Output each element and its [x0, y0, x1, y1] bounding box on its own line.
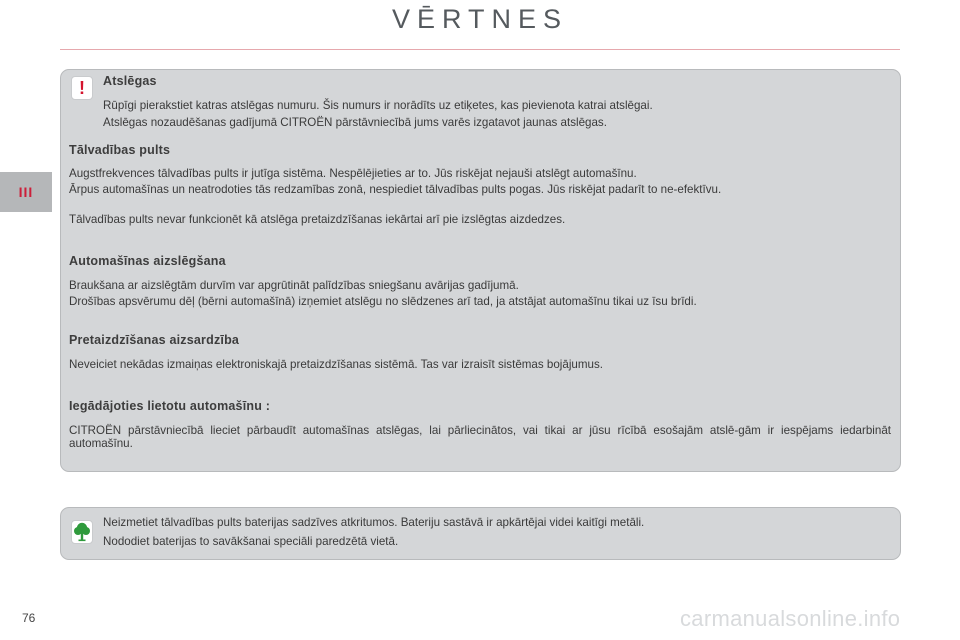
tree-icon — [71, 520, 93, 544]
used-car-paragraph-1: CITROËN pārstāvniecībā lieciet pārbaudīt automašīnas atslēgas, lai pārliecinātos, vai tikai ar jūsu rīcībā esošajām atslē-gām ir iespējams iedarbināt automašīnu. — [69, 424, 891, 450]
title-divider — [60, 49, 900, 50]
exclamation-icon: ! — [71, 76, 93, 100]
chapter-tab-label: III — [18, 184, 34, 200]
remote-paragraph-2: Ārpus automašīnas un neatrodoties tās redzamības zonā, nespiediet tālvadības pults pogas. Jūs riskējat padarīt to ne-efektīvu. — [69, 183, 722, 196]
section-heading-keys: Atslēgas — [103, 74, 157, 88]
eco-panel — [60, 507, 901, 560]
watermark: carmanualsonline.info — [680, 606, 901, 631]
section-heading-remote: Tālvadības pults — [69, 143, 171, 157]
chapter-tab — [0, 172, 52, 212]
section-heading-used-car: Iegādājoties lietotu automašīnu : — [69, 399, 271, 413]
eco-paragraph-2: Nododiet baterijas to savākšanai speciāli paredzētā vietā. — [103, 535, 399, 548]
keys-paragraph-1: Rūpīgi pierakstiet katras atslēgas numuru. Šis numurs ir norādīts uz etiķetes, kas pievienota katrai atslēgai. — [103, 99, 653, 112]
locking-paragraph-1: Braukšana ar aizslēgtām durvīm var apgrūtināt palīdzības sniegšanu avārijas gadījumā. — [69, 279, 519, 292]
locking-paragraph-2: Drošības apsvērumu dēļ (bērni automašīnā) izņemiet atslēgu no slēdzenes arī tad, ja atstājat automašīnu tikai uz īsu brīdi. — [69, 295, 697, 308]
keys-paragraph-2: Atslēgas nozaudēšanas gadījumā CITROËN pārstāvniecībā jums varēs izgatavot jaunas atslēgas. — [103, 116, 607, 129]
page-number: 76 — [22, 611, 36, 625]
remote-paragraph-3: Tālvadības pults nevar funkcionēt kā atslēga pretaizdzīšanas iekārtai arī pie izslēgtas aizdedzes. — [69, 213, 566, 226]
page-title: VĒRTNES — [391, 4, 569, 34]
section-heading-antitheft: Pretaizdzīšanas aizsardzība — [69, 333, 240, 347]
remote-paragraph-1: Augstfrekvences tālvadības pults ir jutīga sistēma. Nespēlējieties ar to. Jūs riskējat nejauši atslēgt automašīnu. — [69, 167, 637, 180]
section-heading-locking: Automašīnas aizslēgšana — [69, 254, 226, 268]
eco-paragraph-1: Neizmetiet tālvadības pults baterijas sadzīves atkritumos. Bateriju sastāvā ir apkārtējai videi kaitīgi metāli. — [103, 516, 645, 529]
antitheft-paragraph-1: Neveiciet nekādas izmaiņas elektroniskajā pretaizdzīšanas sistēmā. Tas var izraisīt sistēmas bojājumus. — [69, 358, 603, 371]
